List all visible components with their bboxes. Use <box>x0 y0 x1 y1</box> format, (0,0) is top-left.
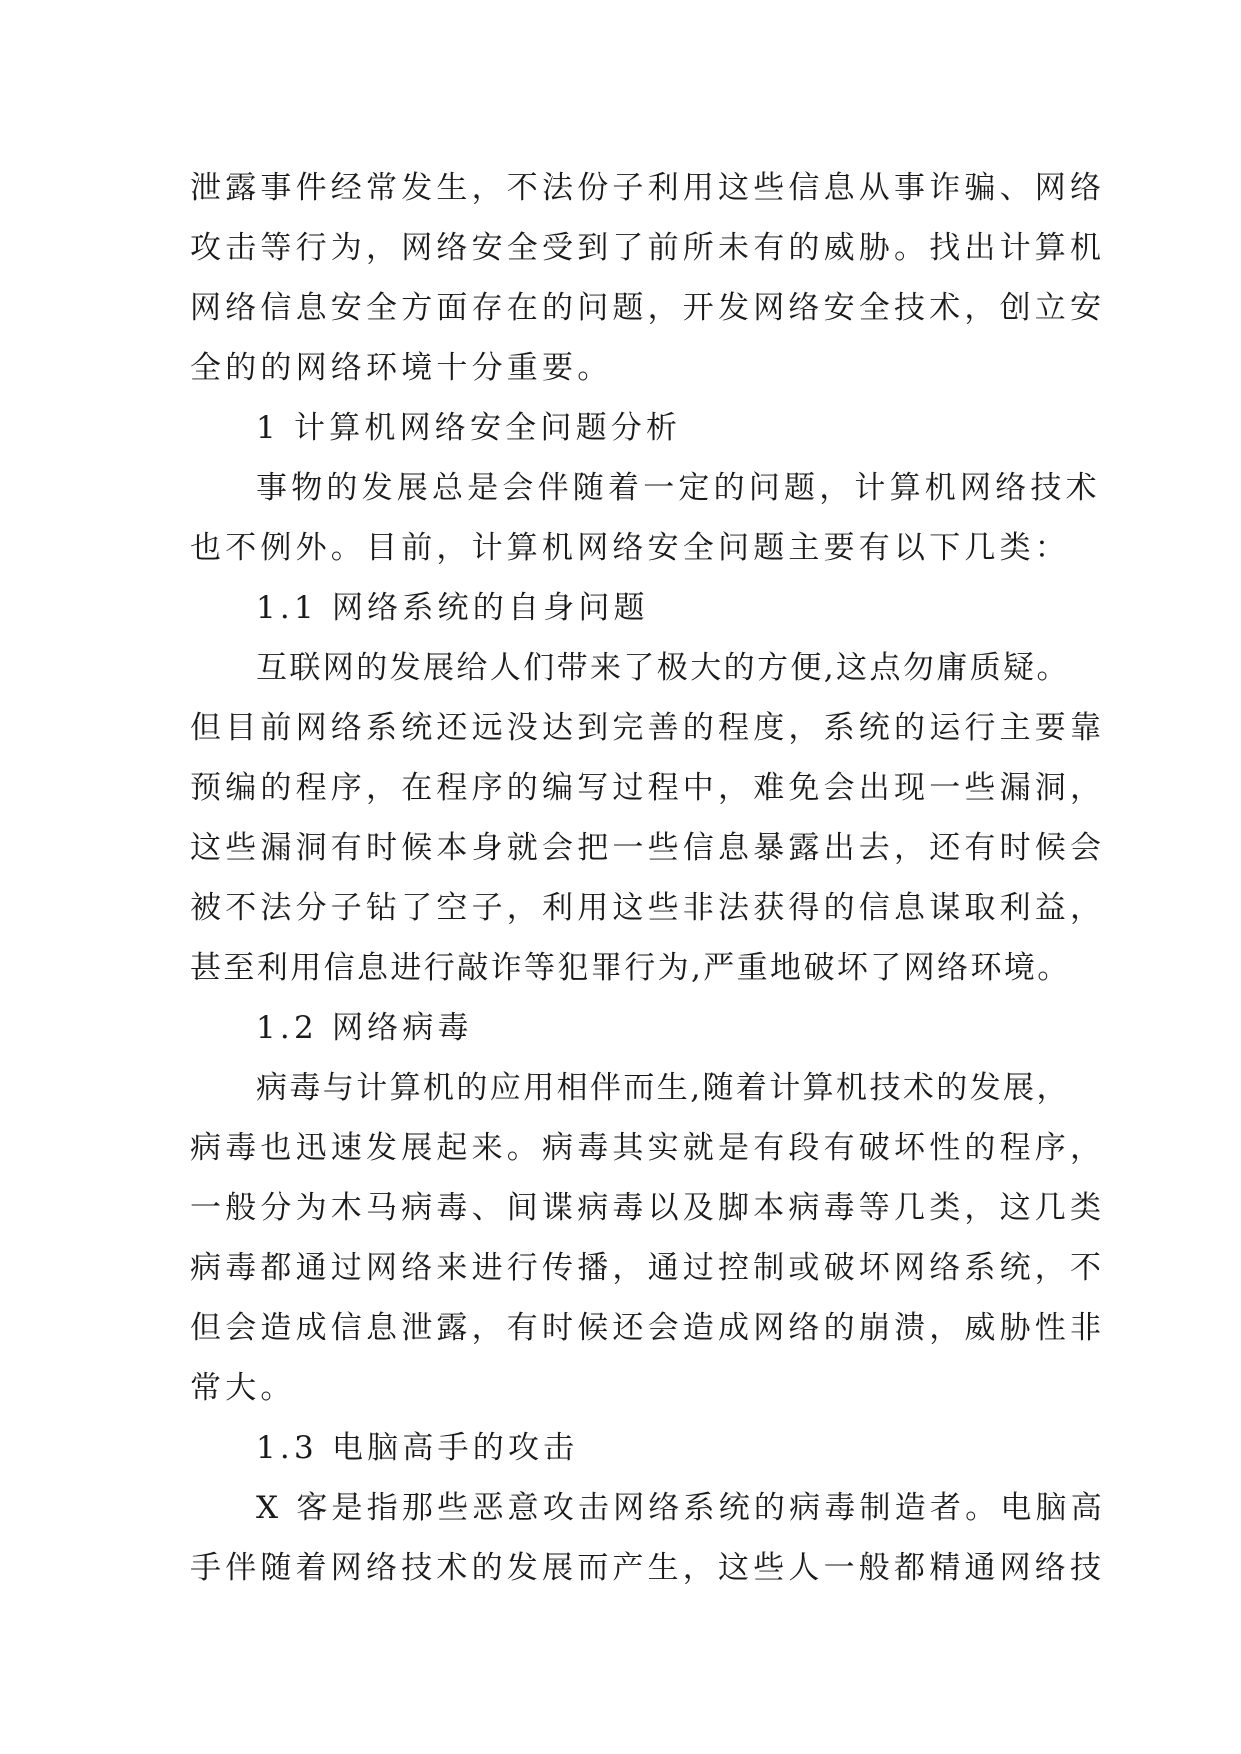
paragraph-line: 一般分为木马病毒、间谍病毒以及脚本病毒等几类，这几类 <box>190 1190 1106 1226</box>
section-heading-1-1: 1.1 网络系统的自身问题 <box>256 590 649 626</box>
paragraph-line: 甚至利用信息进行敲诈等犯罪行为,严重地破坏了网络环境。 <box>190 950 1071 986</box>
paragraph-line: 预编的程序，在程序的编写过程中，难免会出现一些漏洞， <box>190 770 1106 806</box>
paragraph-line: 事物的发展总是会伴随着一定的问题，计算机网络技术 <box>256 470 1101 506</box>
paragraph-line: 互联网的发展给人们带来了极大的方便,这点勿庸质疑。 <box>256 650 1070 686</box>
section-heading-1-3: 1.3 电脑高手的攻击 <box>256 1430 579 1466</box>
paragraph-line: 但目前网络系统还远没达到完善的程度，系统的运行主要靠 <box>190 710 1106 746</box>
paragraph-line: 病毒与计算机的应用相伴而生,随着计算机技术的发展， <box>256 1070 1070 1106</box>
paragraph-line: 但会造成信息泄露，有时候还会造成网络的崩溃，威胁性非 <box>190 1310 1106 1346</box>
paragraph-line: 也不例外。目前，计算机网络安全问题主要有以下几类： <box>190 530 1070 566</box>
paragraph-line: 被不法分子钻了空子，利用这些非法获得的信息谋取利益， <box>190 890 1106 926</box>
paragraph-line: 常大。 <box>190 1370 296 1406</box>
body-text <box>190 158 1106 1598</box>
paragraph-line: 泄露事件经常发生，不法份子利用这些信息从事诈骗、网络 <box>190 170 1106 206</box>
paragraph-line: 病毒也迅速发展起来。病毒其实就是有段有破坏性的程序， <box>190 1130 1106 1166</box>
paragraph-line: 网络信息安全方面存在的问题，开发网络安全技术，创立安 <box>190 290 1106 326</box>
paragraph-line: 攻击等行为，网络安全受到了前所未有的威胁。找出计算机 <box>190 230 1106 266</box>
paragraph-line: X 客是指那些恶意攻击网络系统的病毒制造者。电脑高 <box>256 1490 1106 1526</box>
section-heading-1-2: 1.2 网络病毒 <box>256 1010 473 1046</box>
paragraph-line: 手伴随着网络技术的发展而产生，这些人一般都精通网络技 <box>190 1550 1106 1586</box>
section-heading-1: 1 计算机网络安全问题分析 <box>256 410 682 446</box>
paragraph-line: 全的的网络环境十分重要。 <box>190 350 613 386</box>
paragraph-line: 病毒都通过网络来进行传播，通过控制或破坏网络系统，不 <box>190 1250 1106 1286</box>
paragraph-line: 这些漏洞有时候本身就会把一些信息暴露出去，还有时候会 <box>190 830 1106 866</box>
